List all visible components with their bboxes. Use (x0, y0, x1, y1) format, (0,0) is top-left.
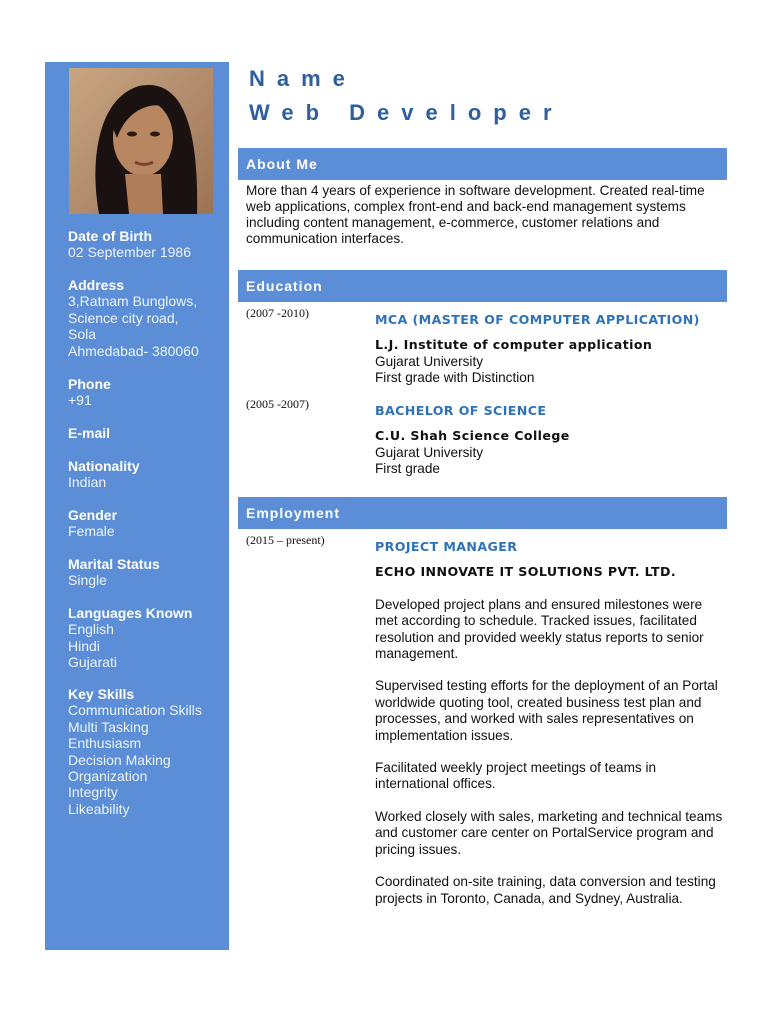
job-description: Coordinated on-site training, data conversion and testing projects in Toronto, Canada, and Sydney, Australia. (375, 874, 716, 906)
sidebar-item-label: Languages Known (68, 605, 193, 621)
sidebar-item-value: Organization (68, 768, 148, 785)
sidebar-item-value: +91 (68, 392, 92, 409)
sidebar-item-value: Indian (68, 474, 107, 491)
employment-date: (2015 – present) (246, 533, 325, 547)
sidebar-item-label: Address (68, 277, 125, 293)
sidebar-item (68, 458, 228, 491)
sidebar-item-value: Female (68, 523, 115, 540)
education-heading: Education (238, 270, 727, 302)
sidebar-item-value: Hindi (68, 637, 100, 654)
sidebar-item-value: Likeability (68, 800, 130, 817)
company-name: ECHO INNOVATE IT SOLUTIONS PVT. LTD. (375, 564, 677, 580)
grade: First grade (375, 461, 440, 477)
education-date: (2007 -2010) (246, 306, 309, 320)
sidebar-item-label: Key Skills (68, 686, 135, 702)
about-heading: About Me (238, 148, 727, 180)
sidebar-item-value: Communication Skills (68, 702, 202, 719)
education-entry (375, 403, 725, 478)
job-description: Worked closely with sales, marketing and technical teams and customer care center on PortalService program and pricing issues. (375, 808, 723, 857)
job-title: Web Developer (249, 100, 564, 125)
degree-title: BACHELOR OF SCIENCE (375, 403, 547, 418)
sidebar-item (68, 605, 228, 671)
sidebar-item (68, 425, 228, 441)
sidebar-item (68, 556, 228, 589)
sidebar-item-value: Sola (68, 326, 97, 343)
employment-entry (375, 539, 725, 907)
profile-photo (69, 68, 213, 214)
sidebar-item-value: English (68, 621, 114, 638)
sidebar-item-value: Decision Making (68, 751, 171, 768)
sidebar-item (68, 277, 228, 359)
sidebar-item-value: Enthusiasm (68, 735, 142, 752)
institute-name: L.J. Institute of computer application (375, 337, 653, 353)
university-name: Gujarat University (375, 353, 484, 369)
job-description: Supervised testing efforts for the deployment of an Portal worldwide quoting tool, created business test plan and processes, and worked with sales representatives on implementation issues. (375, 678, 718, 743)
institute-name: C.U. Shah Science College (375, 428, 570, 444)
sidebar-item-value: Multi Tasking (68, 718, 149, 735)
sidebar-item (68, 228, 228, 261)
sidebar-item-label: Date of Birth (68, 228, 152, 244)
sidebar-item-value: Gujarati (68, 654, 118, 671)
about-text: More than 4 years of experience in software development. Created real-time web applications, complex front-end and back-end management systems including content management, e-commerce, customer relations and communication interfaces. (246, 183, 705, 246)
sidebar-item (68, 376, 228, 409)
sidebar-item-value: 02 September 1986 (68, 244, 191, 261)
education-entry (375, 312, 725, 387)
job-description: Facilitated weekly project meetings of teams in international offices. (375, 760, 657, 792)
sidebar-item-value: Single (68, 572, 107, 589)
education-date: (2005 -2007) (246, 397, 309, 411)
sidebar-item-label: Phone (68, 376, 111, 392)
university-name: Gujarat University (375, 444, 484, 460)
sidebar-item-value: Integrity (68, 784, 118, 801)
sidebar-item-label: Gender (68, 507, 118, 523)
job-role: PROJECT MANAGER (375, 539, 518, 554)
sidebar-item-label: Nationality (68, 458, 140, 474)
sidebar (45, 62, 229, 950)
employment-heading: Employment (238, 497, 727, 529)
candidate-name: Name (249, 66, 357, 91)
sidebar-item-label: E-mail (68, 425, 111, 441)
degree-title: MCA (MASTER OF COMPUTER APPLICATION) (375, 312, 700, 327)
sidebar-item-value: 3,Ratnam Bunglows, (68, 293, 198, 310)
sidebar-item-value: Ahmedabad- 380060 (68, 342, 199, 359)
sidebar-item (68, 507, 228, 540)
sidebar-item-label: Marital Status (68, 556, 160, 572)
job-description: Developed project plans and ensured milestones were met according to schedule. Tracked issues, facilitated resolution and provided weekly status reports to senior management. (375, 596, 704, 662)
sidebar-item (68, 686, 228, 817)
sidebar-item-value: Science city road, (68, 309, 179, 326)
grade: First grade with Distinction (375, 370, 535, 386)
